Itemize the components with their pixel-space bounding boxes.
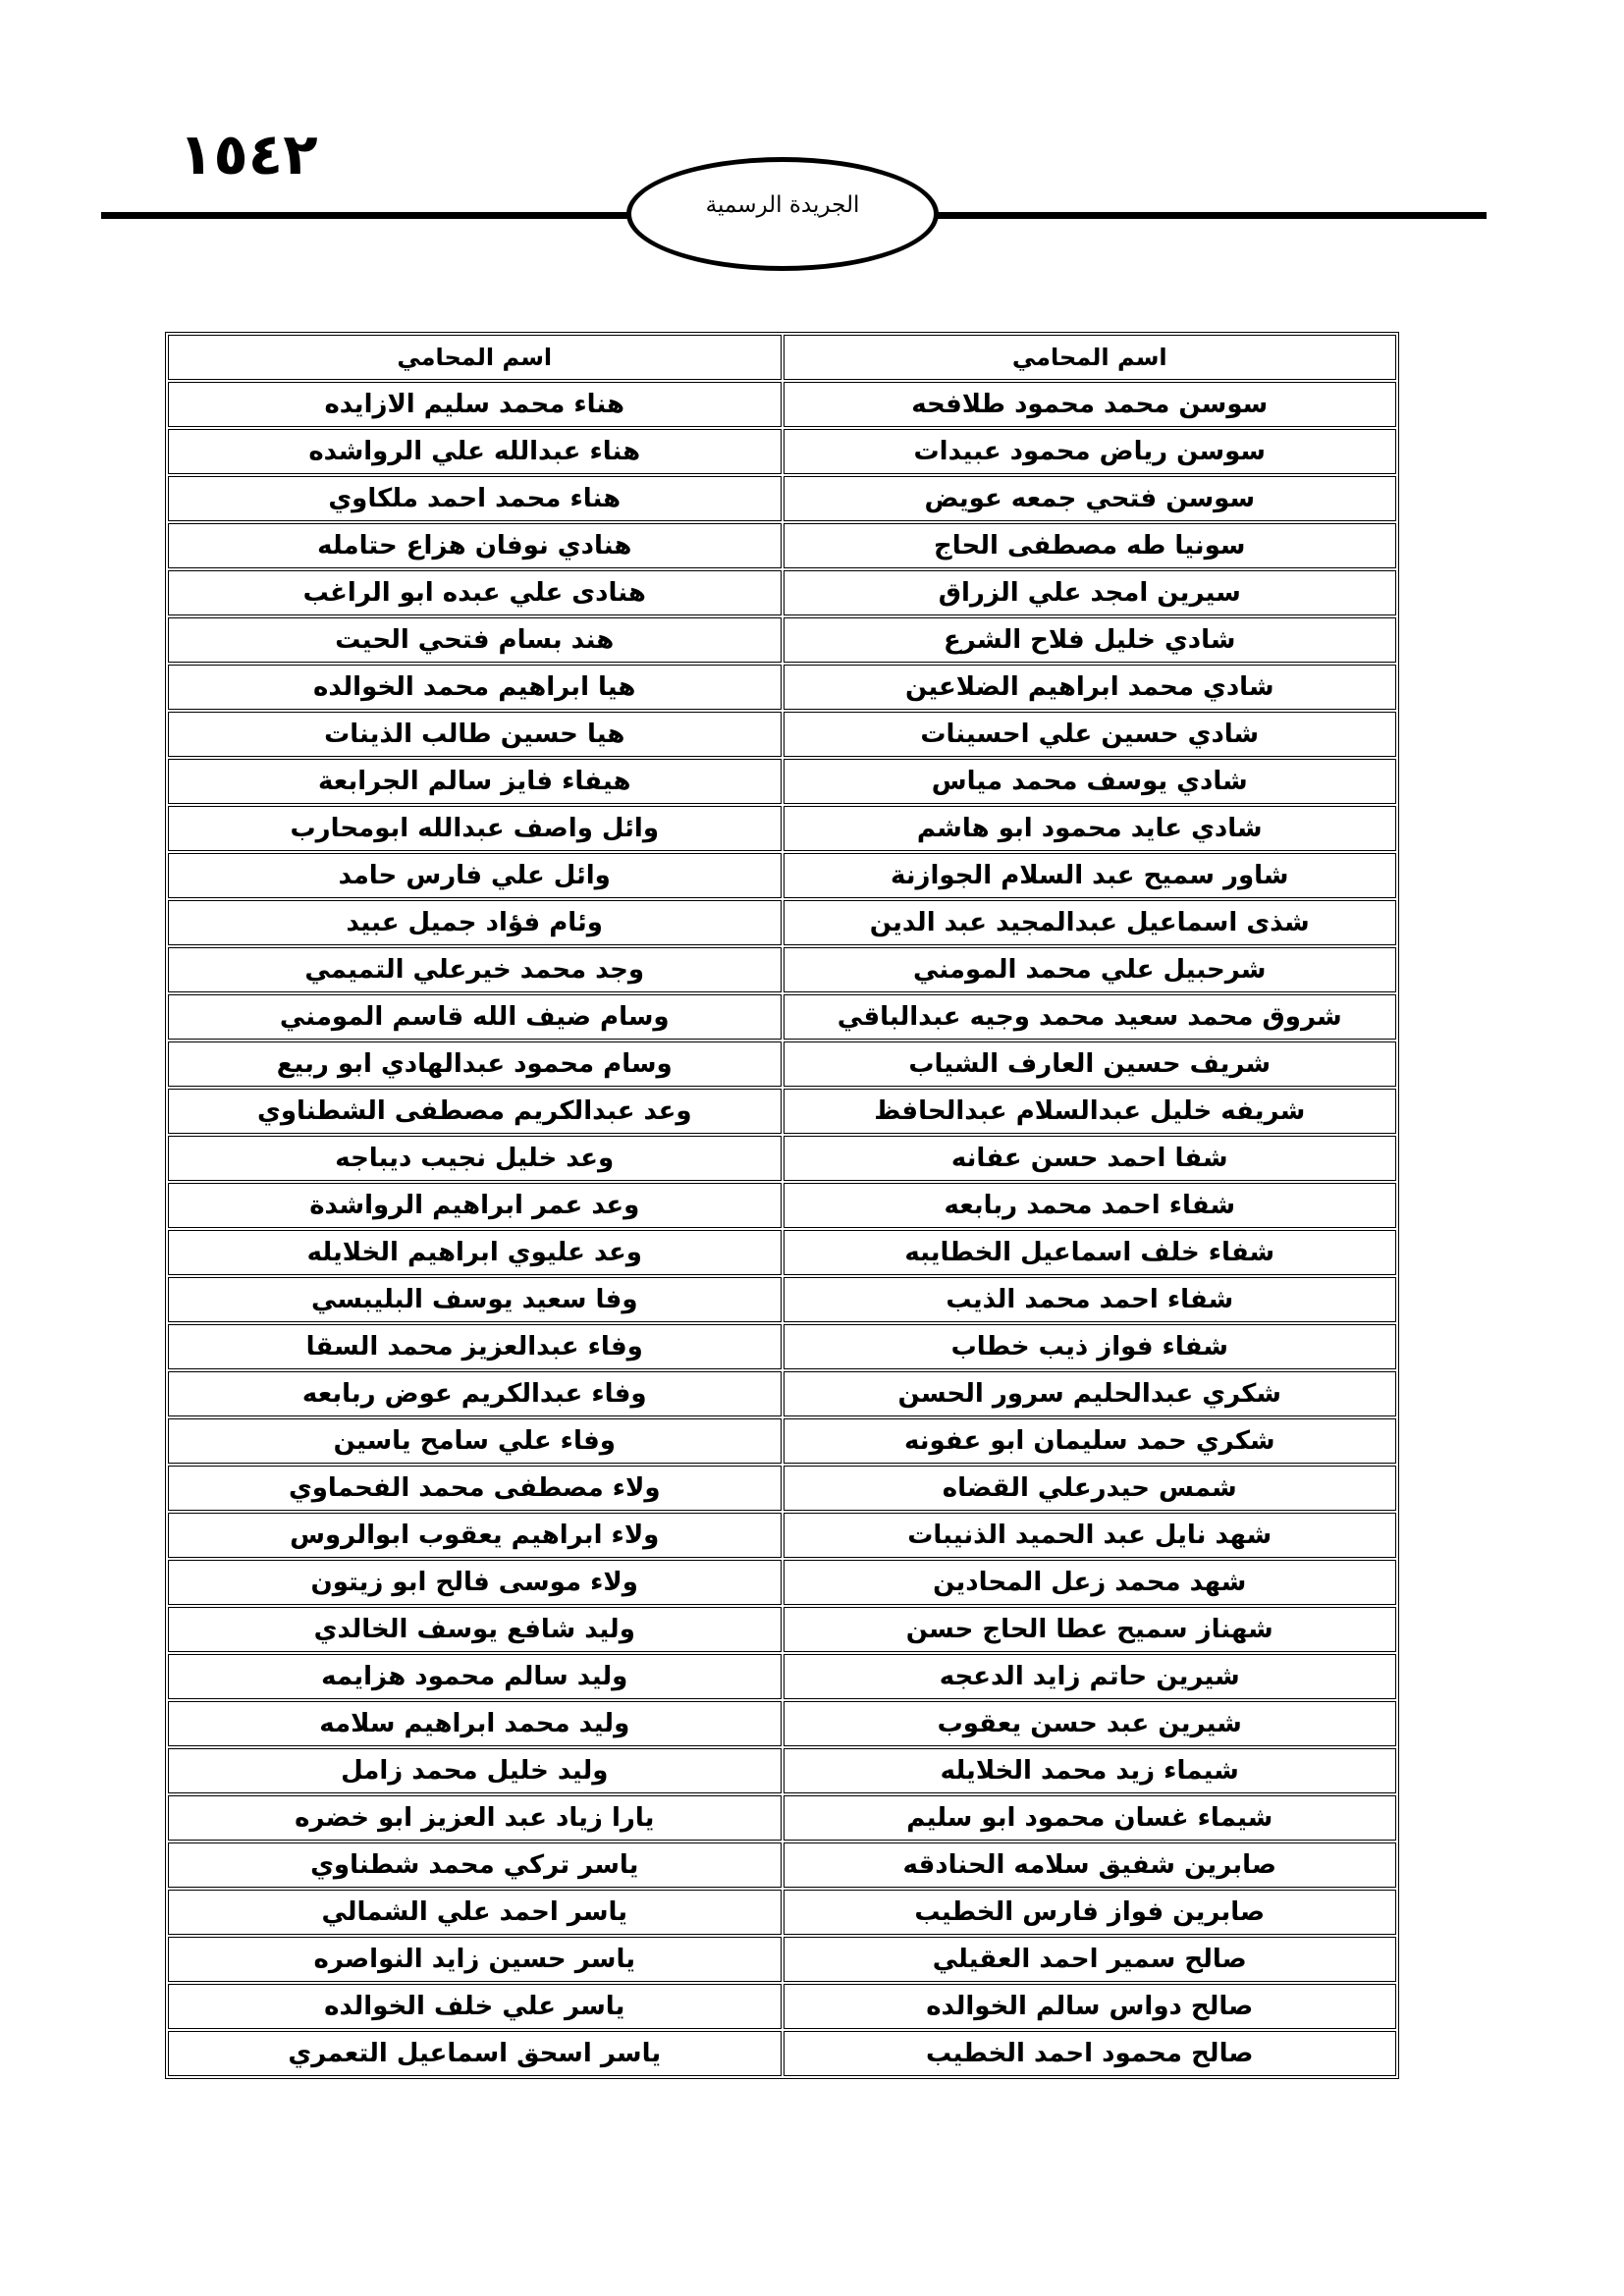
lawyer-name-right: شهناز سميح عطا الحاج حسن [784, 1607, 1397, 1652]
lawyer-name-left: هنادي نوفان هزاع حتامله [168, 523, 782, 568]
table-row [168, 947, 1396, 992]
lawyer-name-right: شادي خليل فلاح الشرع [784, 617, 1397, 663]
column-header-right: اسم المحامي [784, 335, 1397, 380]
table-row [168, 1795, 1396, 1841]
table-row [168, 806, 1396, 851]
table-body [168, 382, 1396, 2076]
lawyer-name-left: ياسر علي خلف الخوالده [168, 1984, 782, 2029]
table-row [168, 1513, 1396, 1558]
lawyer-name-left: هنادى علي عبده ابو الراغب [168, 570, 782, 615]
lawyer-name-right: شفاء خلف اسماعيل الخطايبه [784, 1230, 1397, 1275]
lawyer-name-left: وفاء عبدالكريم عوض ربابعه [168, 1371, 782, 1416]
lawyer-name-left: وليد شافع يوسف الخالدي [168, 1607, 782, 1652]
lawyer-name-left: ياسر تركي محمد شطناوي [168, 1842, 782, 1888]
lawyer-name-right: شادي يوسف محمد مياس [784, 759, 1397, 804]
table-row [168, 1136, 1396, 1181]
table-row [168, 1277, 1396, 1322]
table-row [168, 617, 1396, 663]
table-row [168, 1466, 1396, 1511]
table-row [168, 665, 1396, 710]
table-row [168, 1560, 1396, 1605]
table-row [168, 759, 1396, 804]
table-row [168, 523, 1396, 568]
lawyers-table [165, 332, 1399, 2079]
lawyer-name-right: شرحبيل علي محمد المومني [784, 947, 1397, 992]
lawyer-name-right: شفاء احمد محمد ربابعه [784, 1183, 1397, 1228]
lawyer-name-right: شريف حسين العارف الشياب [784, 1041, 1397, 1087]
lawyer-name-left: وعد عمر ابراهيم الرواشدة [168, 1183, 782, 1228]
table-row [168, 2031, 1396, 2076]
lawyer-name-left: وليد سالم محمود هزايمه [168, 1654, 782, 1699]
lawyer-name-left: هناء عبدالله علي الرواشده [168, 429, 782, 474]
table-row [168, 1089, 1396, 1134]
lawyer-name-left: وليد خليل محمد زامل [168, 1748, 782, 1793]
table-row [168, 1183, 1396, 1228]
table-row [168, 382, 1396, 427]
table-row [168, 570, 1396, 615]
table-row [168, 1041, 1396, 1087]
table-row [168, 1371, 1396, 1416]
lawyer-name-right: شيماء غسان محمود ابو سليم [784, 1795, 1397, 1841]
table-row [168, 1230, 1396, 1275]
table-row [168, 429, 1396, 474]
lawyer-name-left: هناء محمد احمد ملكاوي [168, 476, 782, 521]
lawyer-name-right: صابرين فواز فارس الخطيب [784, 1890, 1397, 1935]
lawyer-name-right: شادي حسين علي احسينات [784, 712, 1397, 757]
table-row [168, 1748, 1396, 1793]
lawyer-name-right: شادي محمد ابراهيم الضلاعين [784, 665, 1397, 710]
table-row [168, 1701, 1396, 1746]
lawyer-name-left: وفا سعيد يوسف البليبسي [168, 1277, 782, 1322]
lawyer-name-left: وعد عليوي ابراهيم الخلايله [168, 1230, 782, 1275]
lawyer-name-left: وسام محمود عبدالهادي ابو ربيع [168, 1041, 782, 1087]
table-row [168, 1607, 1396, 1652]
lawyer-name-right: شكري عبدالحليم سرور الحسن [784, 1371, 1397, 1416]
lawyer-name-right: سوسن محمد محمود طلافحه [784, 382, 1397, 427]
table-row [168, 1937, 1396, 1982]
lawyer-name-left: وسام ضيف الله قاسم المومني [168, 994, 782, 1040]
lawyer-name-left: وئام فؤاد جميل عبيد [168, 900, 782, 945]
lawyer-name-right: شيماء زيد محمد الخلايله [784, 1748, 1397, 1793]
lawyer-name-right: شفاء فواز ذيب خطاب [784, 1324, 1397, 1369]
lawyer-name-right: شاور سميح عبد السلام الجوازنة [784, 853, 1397, 898]
lawyer-name-left: هناء محمد سليم الازايده [168, 382, 782, 427]
lawyer-name-left: هيا حسين طالب الذينات [168, 712, 782, 757]
lawyer-name-right: شهد نايل عبد الحميد الذنيبات [784, 1513, 1397, 1558]
lawyer-name-right: شفاء احمد محمد الذيب [784, 1277, 1397, 1322]
lawyer-name-right: شذى اسماعيل عبدالمجيد عبد الدين [784, 900, 1397, 945]
lawyer-name-left: وفاء عبدالعزيز محمد السقا [168, 1324, 782, 1369]
lawyer-name-right: شمس حيدرعلي القضاه [784, 1466, 1397, 1511]
lawyer-name-left: ولاء مصطفى محمد الفحماوي [168, 1466, 782, 1511]
lawyer-name-left: هند بسام فتحي الحيت [168, 617, 782, 663]
table-row [168, 1890, 1396, 1935]
lawyer-name-left: وفاء علي سامح ياسين [168, 1418, 782, 1464]
lawyer-name-right: صالح سمير احمد العقيلي [784, 1937, 1397, 1982]
lawyer-name-right: شادي عايد محمود ابو هاشم [784, 806, 1397, 851]
table-row [168, 900, 1396, 945]
lawyer-name-right: شفا احمد حسن عفانه [784, 1136, 1397, 1181]
table-row [168, 994, 1396, 1040]
lawyer-name-left: ياسر حسين زايد النواصره [168, 1937, 782, 1982]
lawyer-name-left: وعد عبدالكريم مصطفى الشطناوي [168, 1089, 782, 1134]
lawyer-name-right: سيرين امجد علي الزراق [784, 570, 1397, 615]
table-header-row [168, 335, 1396, 380]
page-number: ١٥٤٢ [179, 121, 318, 187]
lawyer-name-left: وائل علي فارس حامد [168, 853, 782, 898]
table-row [168, 712, 1396, 757]
lawyer-name-left: هيفاء فايز سالم الجرابعة [168, 759, 782, 804]
table-row [168, 1324, 1396, 1369]
lawyer-name-right: سونيا طه مصطفى الحاج [784, 523, 1397, 568]
lawyer-name-left: هيا ابراهيم محمد الخوالده [168, 665, 782, 710]
lawyer-name-left: ياسر احمد علي الشمالي [168, 1890, 782, 1935]
lawyer-name-left: ولاء موسى فالح ابو زيتون [168, 1560, 782, 1605]
lawyer-name-right: صالح محمود احمد الخطيب [784, 2031, 1397, 2076]
lawyer-name-left: يارا زياد عبد العزيز ابو خضره [168, 1795, 782, 1841]
lawyer-name-left: وجد محمد خيرعلي التميمي [168, 947, 782, 992]
table-row [168, 1418, 1396, 1464]
table-row [168, 853, 1396, 898]
lawyer-name-right: شيرين حاتم زايد الدعجه [784, 1654, 1397, 1699]
lawyer-name-right: صالح دواس سالم الخوالده [784, 1984, 1397, 2029]
lawyer-name-right: شريفه خليل عبدالسلام عبدالحافظ [784, 1089, 1397, 1134]
table-row [168, 1842, 1396, 1888]
lawyer-name-left: وائل واصف عبدالله ابومحارب [168, 806, 782, 851]
lawyer-name-left: وعد خليل نجيب ديباجه [168, 1136, 782, 1181]
table-row [168, 1654, 1396, 1699]
column-header-left: اسم المحامي [168, 335, 782, 380]
gazette-title: الجريدة الرسمية [705, 192, 860, 218]
lawyer-name-right: شيرين عبد حسن يعقوب [784, 1701, 1397, 1746]
lawyer-name-right: سوسن فتحي جمعه عويض [784, 476, 1397, 521]
lawyer-name-left: ياسر اسحق اسماعيل التعمري [168, 2031, 782, 2076]
table-row [168, 476, 1396, 521]
lawyer-name-left: وليد محمد ابراهيم سلامه [168, 1701, 782, 1746]
lawyer-name-right: صابرين شفيق سلامه الحنادقه [784, 1842, 1397, 1888]
lawyer-name-right: شكري حمد سليمان ابو عفونه [784, 1418, 1397, 1464]
lawyer-name-left: ولاء ابراهيم يعقوب ابوالروس [168, 1513, 782, 1558]
table-row [168, 1984, 1396, 2029]
lawyer-name-right: سوسن رياض محمود عبيدات [784, 429, 1397, 474]
lawyer-name-right: شهد محمد زعل المحادين [784, 1560, 1397, 1605]
lawyer-name-right: شروق محمد سعيد محمد وجيه عبدالباقي [784, 994, 1397, 1040]
